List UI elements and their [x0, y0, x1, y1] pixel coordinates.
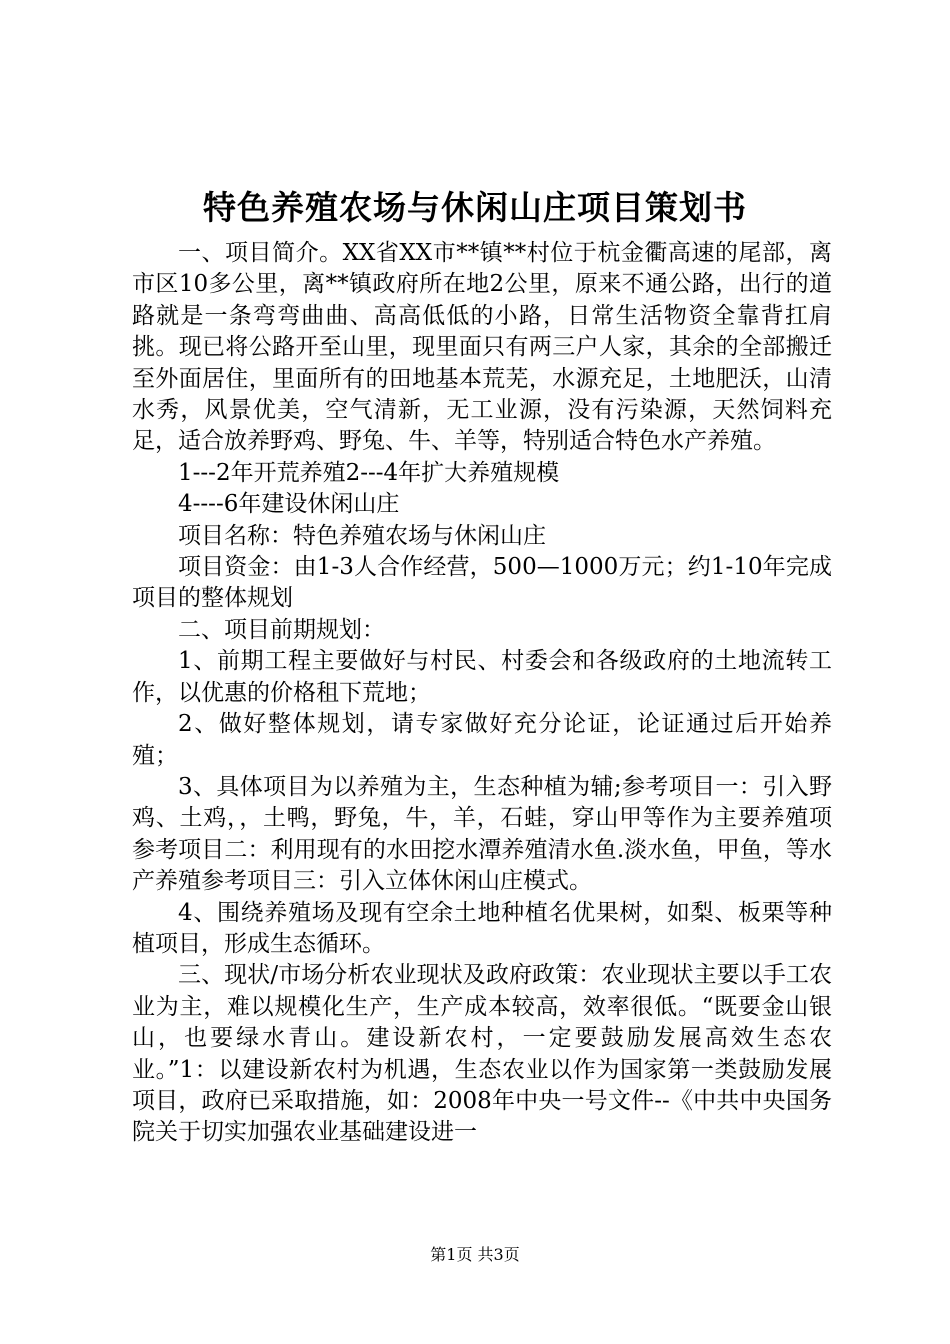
paragraph-section-2-heading: 二、项目前期规划：	[178, 616, 385, 643]
paragraph-phase-1: 1---2年开荒养殖2---4年扩大养殖规模	[178, 459, 560, 486]
document-body	[132, 238, 832, 1149]
document-title: 特色养殖农场与休闲山庄项目策划书	[203, 188, 747, 227]
paragraph-plan-item-1: 1、前期工程主要做好与村民、村委会和各级政府的土地流转工作，以优惠的价格租下荒地；	[132, 648, 832, 706]
paragraph-plan-item-4: 4、围绕养殖场及现有空余土地种植名优果树，如梨、板栗等种植项目，形成生态循环。	[132, 899, 832, 957]
paragraph-section-3: 三、现状/市场分析农业现状及政府政策：农业现状主要以手工农业为主，难以规模化生产，生产成本较高，效率很低。“既要金山银山，也要绿水青山。建设新农村，一定要鼓励发展高效生态农业。”1：以建设新农村为机遇，生态农业以作为国家第一类鼓励发展项目，政府已采取措施，如：2008年中央一号文件--《中共中央国务院关于切实加强农业基础建设进一	[132, 962, 832, 1146]
page-number-footer: 第1页 共3页	[430, 1245, 520, 1264]
paragraph-plan-item-2: 2、做好整体规划，请专家做好充分论证，论证通过后开始养殖；	[132, 711, 832, 769]
paragraph-project-funds: 项目资金：由1-3人合作经营，500—1000万元；约1-10年完成项目的整体规划	[132, 554, 832, 612]
paragraph-intro: 一、项目简介。XX省XX市**镇**村位于杭金衢高速的尾部，离市区10多公里，离**镇政府所在地2公里，原来不通公路，出行的道路就是一条弯弯曲曲、高高低低的小路，日常生活物资全靠背扛肩挑。现已将公路开至山里，现里面只有两三户人家，其余的全部搬迁至外面居住，里面所有的田地基本荒芜，水源充足，土地肥沃，山清水秀，风景优美，空气清新，无工业源，没有污染源，天然饲料充足，适合放养野鸡、野兔、牛、羊等，特别适合特色水产养殖。	[132, 240, 832, 455]
paragraph-project-name: 项目名称：特色养殖农场与休闲山庄	[178, 522, 546, 549]
paragraph-phase-2: 4----6年建设休闲山庄	[178, 491, 400, 518]
paragraph-plan-item-3: 3、具体项目为以养殖为主，生态种植为辅;参考项目一：引入野鸡、土鸡，，土鸭，野兔，牛，羊，石蛙，穿山甲等作为主要养殖项参考项目二：利用现有的水田挖水潭养殖清水鱼.淡水鱼，甲鱼，等水产养殖参考项目三：引入立体休闲山庄模式。	[132, 773, 832, 895]
